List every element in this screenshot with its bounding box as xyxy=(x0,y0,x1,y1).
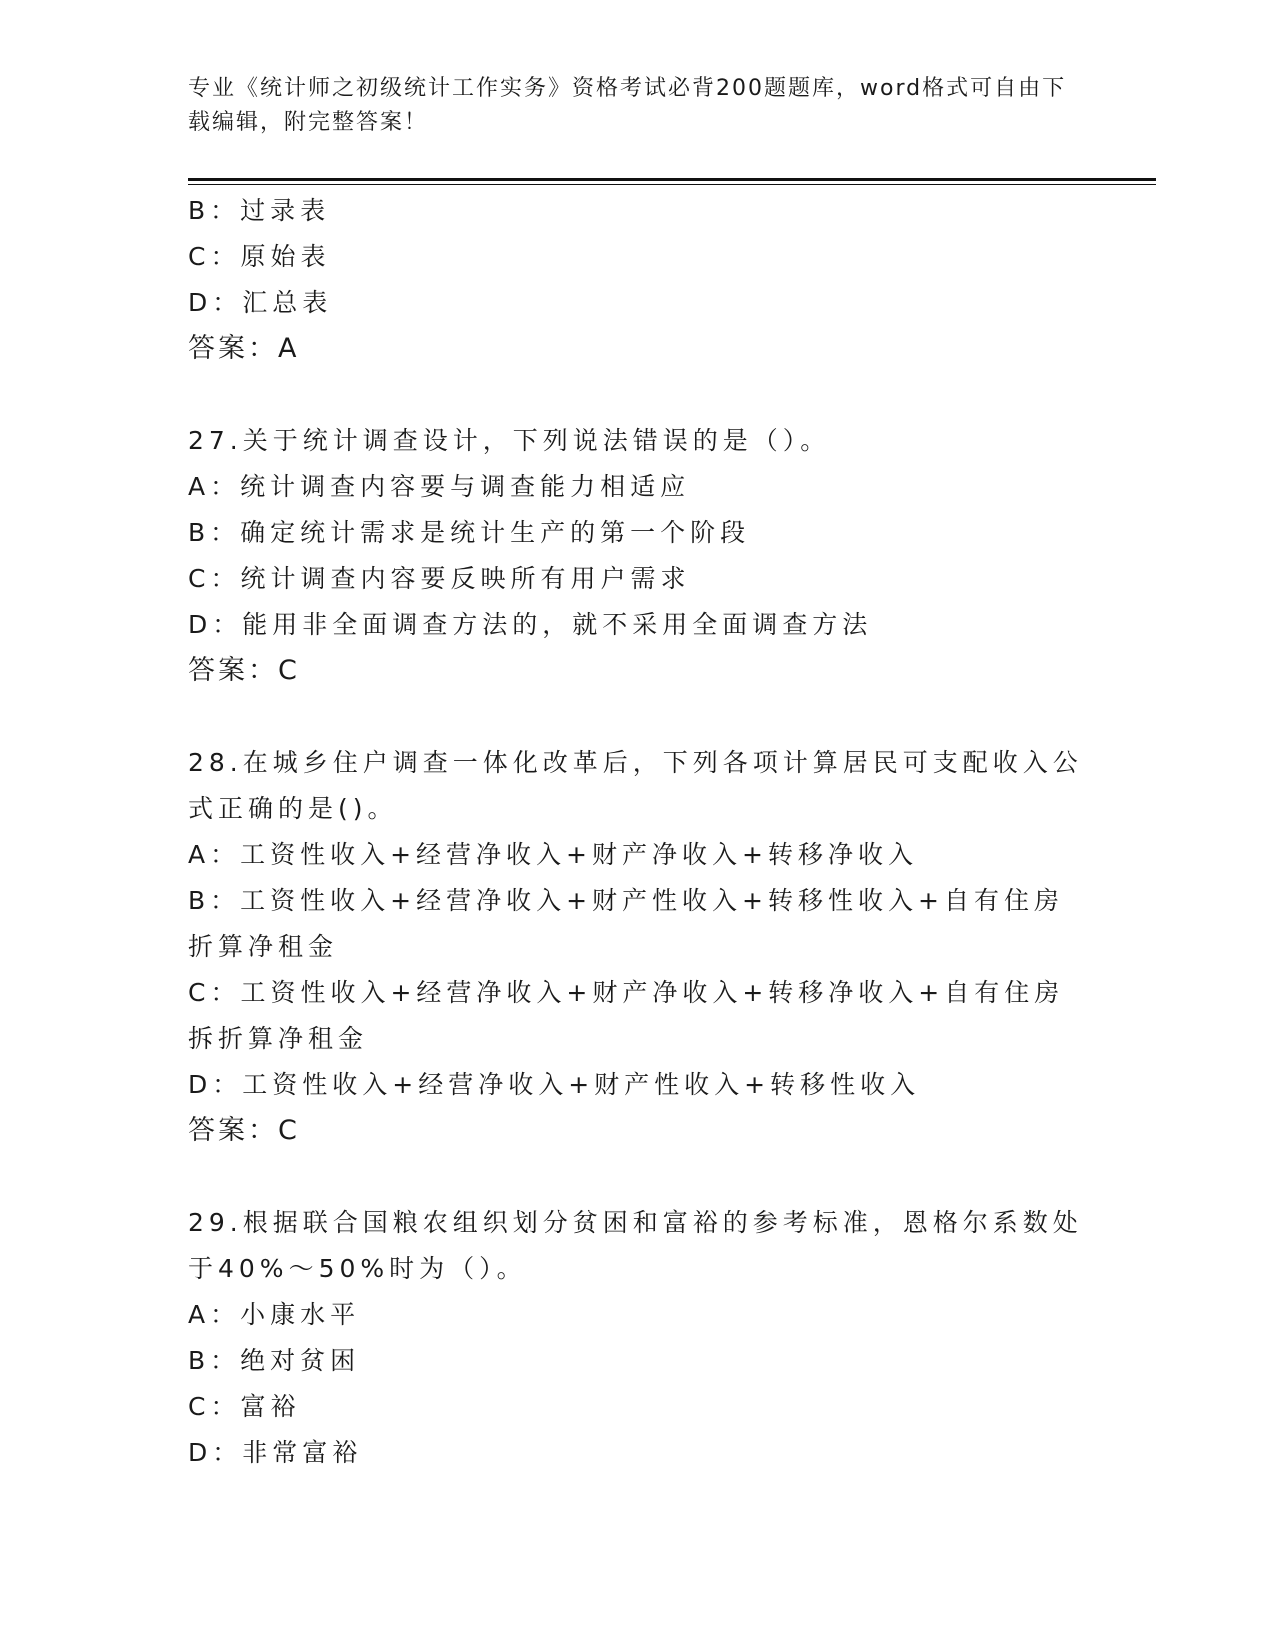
option-b: B：工资性收入+经营净收入+财产性收入+转移性收入+自有住房折算净租金 xyxy=(188,886,1064,961)
option-c: C：工资性收入+经营净收入+财产净收入+转移净收入+自有住房拆折算净租金 xyxy=(188,978,1065,1053)
spacer xyxy=(188,372,1088,418)
question-text: 27.关于统计调查设计，下列说法错误的是（）。 xyxy=(188,426,831,455)
option-d: D：非常富裕 xyxy=(188,1438,363,1467)
header-rule-thin xyxy=(188,184,1156,185)
option-c: C：统计调查内容要反映所有用户需求 xyxy=(188,564,691,593)
answer-line: 答案：C xyxy=(188,655,300,686)
option-b: B：过录表 xyxy=(188,196,331,225)
option-a: A：工资性收入+经营净收入+财产净收入+转移净收入 xyxy=(188,840,918,869)
option-a: A：统计调查内容要与调查能力相适应 xyxy=(188,472,691,501)
spacer xyxy=(188,1154,1088,1200)
question-content xyxy=(188,188,1088,1476)
answer-line: 答案：C xyxy=(188,1115,300,1146)
header-rule-thick xyxy=(188,178,1156,181)
option-d: D：能用非全面调查方法的，就不采用全面调查方法 xyxy=(188,610,873,639)
option-c: C：原始表 xyxy=(188,242,331,271)
question-text: 28.在城乡住户调查一体化改革后，下列各项计算居民可支配收入公式正确的是()。 xyxy=(188,748,1083,823)
option-a: A：小康水平 xyxy=(188,1300,361,1329)
option-b: B：确定统计需求是统计生产的第一个阶段 xyxy=(188,518,751,547)
option-d: D：工资性收入+经营净收入+财产性收入+转移性收入 xyxy=(188,1070,921,1099)
answer-line: 答案：A xyxy=(188,333,300,364)
spacer xyxy=(188,694,1088,740)
option-c: C：富裕 xyxy=(188,1392,301,1421)
option-b: B：绝对贫困 xyxy=(188,1346,361,1375)
option-d: D：汇总表 xyxy=(188,288,333,317)
question-text: 29.根据联合国粮农组织划分贫困和富裕的参考标准，恩格尔系数处于40%～50%时为（）。 xyxy=(188,1208,1083,1283)
document-header: 专业《统计师之初级统计工作实务》资格考试必背200题题库，word格式可自由下载编辑，附完整答案！ xyxy=(188,76,1067,135)
